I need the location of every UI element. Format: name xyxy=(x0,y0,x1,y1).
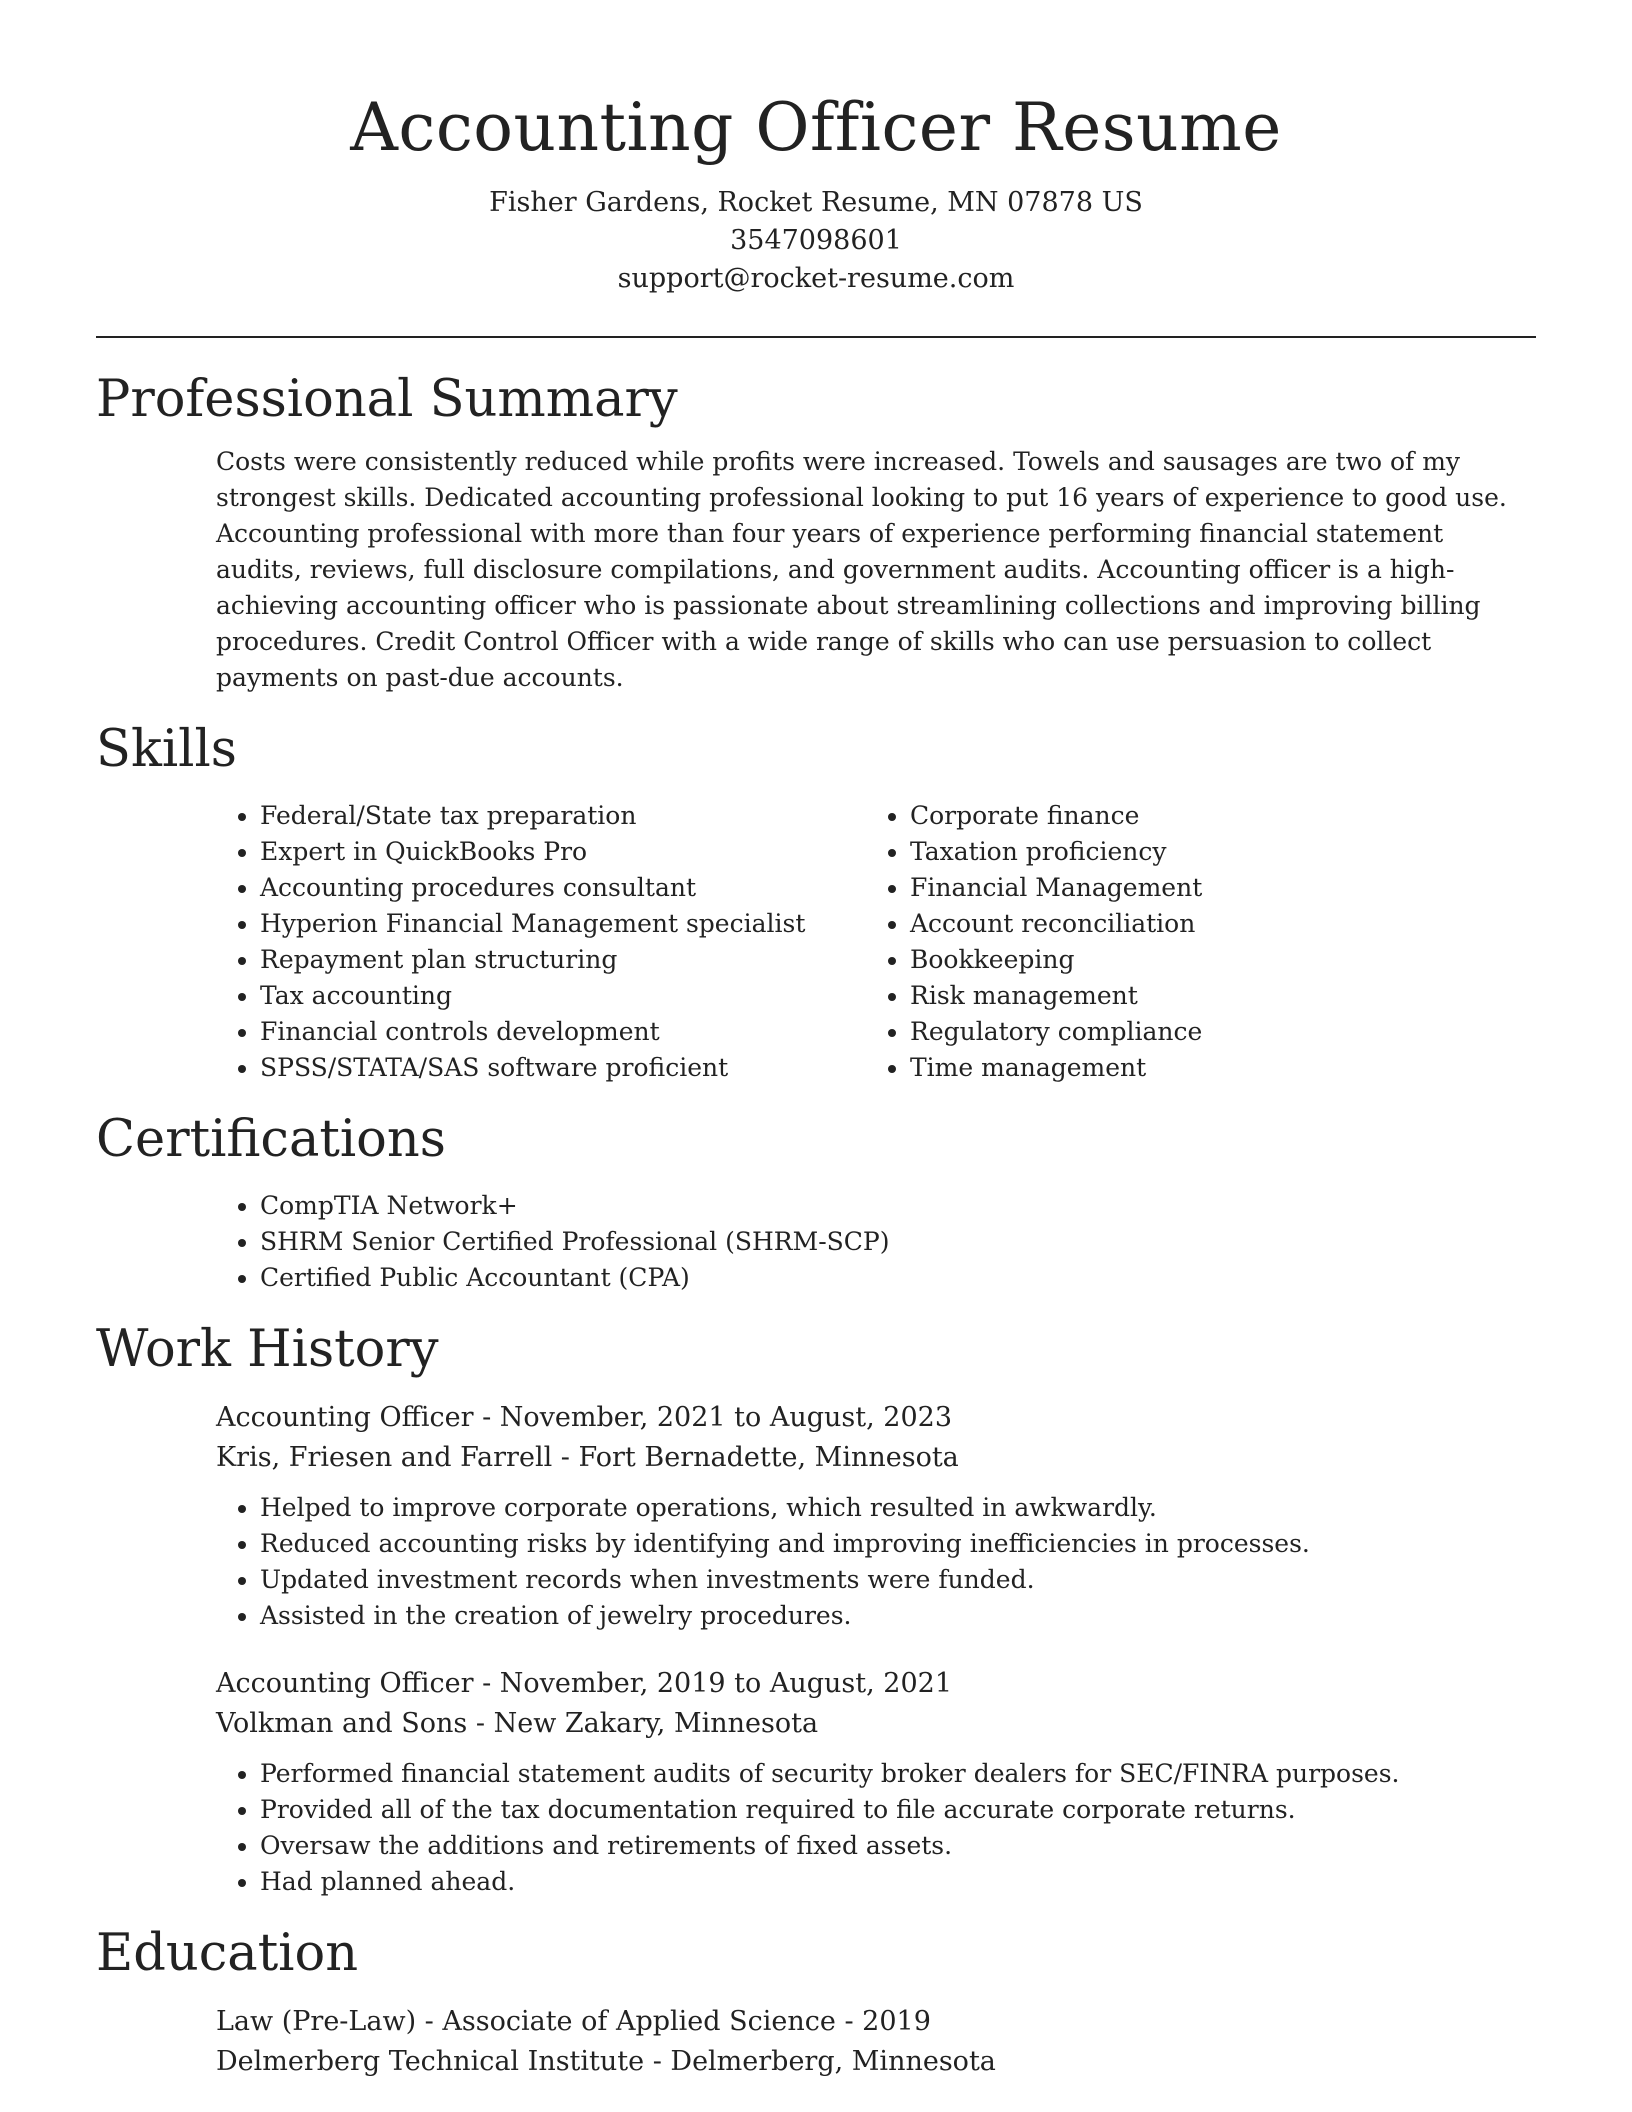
job-role: Accounting Officer xyxy=(216,1402,474,1433)
job-title-line xyxy=(216,1398,1536,1438)
job-title-line xyxy=(216,1664,1536,1704)
summary-body xyxy=(96,444,1536,696)
list-item: • Helped to improve corporate operations, which resulted in awkwardly. xyxy=(260,1490,1536,1526)
separator: - xyxy=(467,1708,494,1739)
skills-column-right xyxy=(866,798,1516,1086)
job-company: Kris, Friesen and Farrell xyxy=(216,1442,553,1473)
education-school: Delmerberg Technical Institute xyxy=(216,2046,645,2077)
certifications-body xyxy=(96,1188,1536,1296)
list-item: • Corporate finance xyxy=(910,798,1516,834)
list-item: • Federal/State tax preparation xyxy=(260,798,866,834)
education-year: 2019 xyxy=(862,2006,931,2037)
list-item: • Bookkeeping xyxy=(910,942,1516,978)
work-heading: Work History xyxy=(96,1320,439,1379)
list-item: • Updated investment records when investments were funded. xyxy=(260,1562,1536,1598)
job-bullets xyxy=(216,1490,1536,1634)
separator: - xyxy=(835,2006,863,2037)
job-bullets xyxy=(216,1756,1536,1900)
job-dates: November, 2021 to August, 2023 xyxy=(499,1402,952,1433)
list-item: • Hyperion Financial Management specialist xyxy=(260,906,866,942)
separator: - xyxy=(473,1402,500,1433)
resume-header xyxy=(96,0,1536,298)
job-company-line xyxy=(216,1438,1536,1478)
list-item: • Expert in QuickBooks Pro xyxy=(260,834,866,870)
separator: - xyxy=(552,1442,579,1473)
contact-address: Fisher Gardens, Rocket Resume, MN 07878 US xyxy=(489,187,1143,218)
education-entry xyxy=(96,2002,1536,2082)
list-item: • Taxation proficiency xyxy=(910,834,1516,870)
list-item: • Financial Management xyxy=(910,870,1516,906)
list-item: • SPSS/STATA/SAS software proficient xyxy=(260,1050,866,1086)
work-section xyxy=(96,1318,1536,1900)
list-item: • Assisted in the creation of jewelry procedures. xyxy=(260,1598,1536,1634)
summary-text: Costs were consistently reduced while profits were increased. Towels and sausages are two of my strongest skills. Dedicated accounting professional looking to put 16 years of experience to good use. Accounting professional with more than four years of experience performing financial statement audits, reviews, full disclosure compilations, and government audits. Accounting officer is a high-achieving accounting officer who is passionate about streamlining collections and improving billing procedures. Credit Control Officer with a wide range of skills who can use persuasion to collect payments on past-due accounts. xyxy=(216,447,1507,692)
summary-section xyxy=(96,368,1536,696)
separator: - xyxy=(644,2046,671,2077)
education-section xyxy=(96,1922,1536,2082)
list-item: • CompTIA Network+ xyxy=(260,1188,1536,1224)
skills-column-left xyxy=(216,798,866,1086)
job-entry xyxy=(96,1398,1536,1634)
resume-title: Accounting Officer Resume xyxy=(350,89,1282,166)
list-item: • Certified Public Accountant (CPA) xyxy=(260,1260,1536,1296)
list-item: • Tax accounting xyxy=(260,978,866,1014)
list-item: • Performed financial statement audits of security broker dealers for SEC/FINRA purposes. xyxy=(260,1756,1536,1792)
job-location: Fort Bernadette, Minnesota xyxy=(578,1442,959,1473)
skills-list-right xyxy=(866,798,1516,1086)
header-divider xyxy=(96,336,1536,338)
contact-block xyxy=(96,184,1536,298)
resume-page xyxy=(96,0,1536,2082)
list-item: • Risk management xyxy=(910,978,1516,1014)
job-location: New Zakary, Minnesota xyxy=(493,1708,819,1739)
list-item: • SHRM Senior Certified Professional (SHRM-SCP) xyxy=(260,1224,1536,1260)
skills-section xyxy=(96,718,1536,1086)
summary-heading: Professional Summary xyxy=(96,370,678,429)
skills-body xyxy=(96,798,1536,1086)
contact-phone: 3547098601 xyxy=(730,225,902,256)
certifications-heading: Certifications xyxy=(96,1110,446,1169)
list-item: • Regulatory compliance xyxy=(910,1014,1516,1050)
job-role: Accounting Officer xyxy=(216,1668,474,1699)
education-degree-line xyxy=(216,2002,1536,2042)
list-item: • Reduced accounting risks by identifying and improving inefficiencies in processes. xyxy=(260,1526,1536,1562)
education-location: Delmerberg, Minnesota xyxy=(670,2046,996,2077)
list-item: • Repayment plan structuring xyxy=(260,942,866,978)
job-entry xyxy=(96,1664,1536,1900)
list-item: • Provided all of the tax documentation required to file accurate corporate returns. xyxy=(260,1792,1536,1828)
list-item: • Accounting procedures consultant xyxy=(260,870,866,906)
skills-heading: Skills xyxy=(96,720,237,779)
certifications-section xyxy=(96,1108,1536,1296)
contact-email: support@rocket-resume.com xyxy=(617,263,1015,294)
separator: - xyxy=(473,1668,500,1699)
education-degree: Law (Pre-Law) - Associate of Applied Science xyxy=(216,2006,836,2037)
skills-list-left xyxy=(216,798,866,1086)
job-company: Volkman and Sons xyxy=(216,1708,468,1739)
list-item: • Had planned ahead. xyxy=(260,1864,1536,1900)
job-dates: November, 2019 to August, 2021 xyxy=(499,1668,952,1699)
list-item: • Account reconciliation xyxy=(910,906,1516,942)
certifications-list xyxy=(216,1188,1536,1296)
list-item: • Time management xyxy=(910,1050,1516,1086)
list-item: • Financial controls development xyxy=(260,1014,866,1050)
education-school-line xyxy=(216,2042,1536,2082)
list-item: • Oversaw the additions and retirements of fixed assets. xyxy=(260,1828,1536,1864)
education-heading: Education xyxy=(96,1924,359,1983)
job-company-line xyxy=(216,1704,1536,1744)
